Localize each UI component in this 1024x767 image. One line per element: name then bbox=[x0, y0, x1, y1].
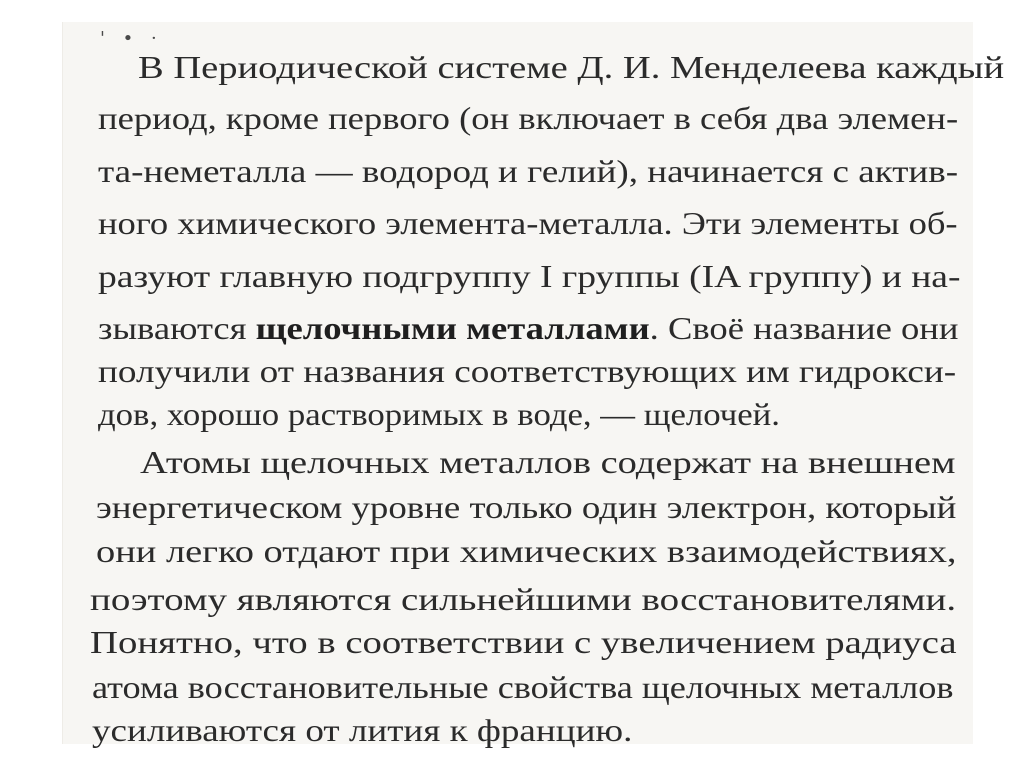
paragraph2-line5: Понятно, что в соответствии с увеличением радиуса bbox=[90, 624, 957, 660]
paragraph1-line8: дов, хорошо растворимых в воде, — щелочей. bbox=[98, 396, 780, 432]
paragraph1-line3: та-неметалла — водород и гелий), начинается с актив- bbox=[98, 153, 959, 189]
paragraph1-line4: ного химического элемента-металла. Эти элементы об- bbox=[98, 205, 958, 241]
paragraph1-line6 bbox=[98, 307, 958, 349]
paragraph2-line4: поэтому являются сильнейшими восстановителями. bbox=[90, 581, 957, 617]
paragraph2-line6: атома восстановительные свойства щелочных металлов bbox=[92, 669, 954, 705]
paragraph2-line2: энергетическом уровне только один электрон, который bbox=[96, 489, 957, 525]
scan-artifact-marks: ' • · bbox=[100, 28, 163, 49]
line6-end: . Своё название они bbox=[649, 310, 959, 346]
paragraph2-line1: Атомы щелочных металлов содержат на внешнем bbox=[140, 444, 956, 480]
line6-start: зываются bbox=[98, 310, 256, 346]
paragraph2-line7: усиливаются от лития к францию. bbox=[92, 712, 633, 748]
paragraph1-line1: В Периодической системе Д. И. Менделеева каждый bbox=[138, 49, 1005, 85]
paragraph2-line3: они легко отдают при химических взаимодействиях, bbox=[96, 533, 957, 569]
paragraph1-line5: разуют главную подгруппу I группы (IA группу) и на- bbox=[98, 258, 961, 294]
paragraph1-line2: период, кроме первого (он включает в себя два элемен- bbox=[98, 100, 959, 136]
term-alkali-metals: щелочными металлами bbox=[255, 310, 650, 346]
paragraph1-line7: получили от названия соответствующих им гидрокси- bbox=[98, 353, 957, 389]
